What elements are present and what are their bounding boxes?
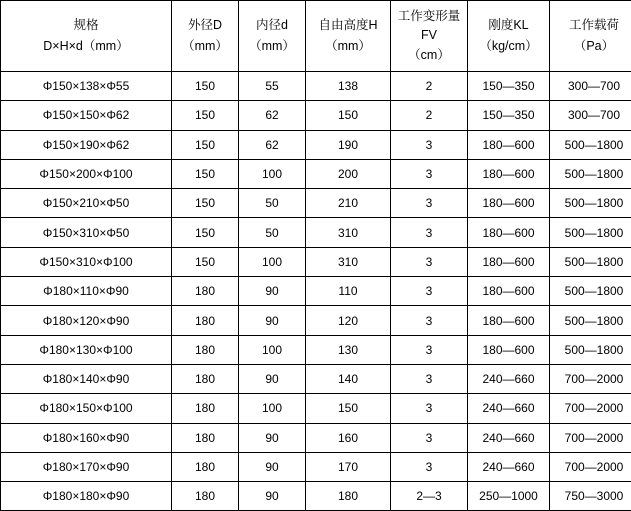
table-row	[1, 130, 631, 159]
column-header-working-deformation-line2: （cm）	[391, 46, 467, 65]
table-row	[1, 306, 631, 335]
table-row	[1, 189, 631, 218]
cell-inner-diameter: 50	[239, 189, 306, 218]
cell-inner-diameter: 90	[239, 452, 306, 481]
cell-working-load: 700—2000	[550, 452, 631, 481]
column-header-inner-diameter	[239, 1, 306, 72]
cell-inner-diameter: 90	[239, 364, 306, 393]
cell-inner-diameter: 90	[239, 423, 306, 452]
cell-stiffness: 180—600	[468, 335, 550, 364]
cell-spec: Φ180×140×Φ90	[1, 364, 172, 393]
cell-stiffness: 180—600	[468, 306, 550, 335]
cell-working-deformation: 3	[391, 277, 468, 306]
column-header-inner-diameter-line2: （mm）	[239, 37, 305, 56]
cell-inner-diameter: 100	[239, 394, 306, 423]
cell-outer-diameter: 150	[172, 189, 239, 218]
table-row	[1, 335, 631, 364]
cell-spec: Φ180×150×Φ100	[1, 394, 172, 423]
cell-outer-diameter: 180	[172, 452, 239, 481]
column-header-spec-line1: 规格	[1, 16, 171, 35]
cell-outer-diameter: 180	[172, 306, 239, 335]
table-row	[1, 218, 631, 247]
cell-stiffness: 240—660	[468, 452, 550, 481]
column-header-working-load-line2: （Pa）	[550, 37, 631, 56]
cell-inner-diameter: 90	[239, 277, 306, 306]
cell-stiffness: 180—600	[468, 159, 550, 188]
cell-spec: Φ150×150×Φ62	[1, 101, 172, 130]
cell-working-deformation: 3	[391, 364, 468, 393]
cell-working-load: 700—2000	[550, 394, 631, 423]
column-header-working-deformation-line1: 工作变形量FV	[391, 7, 467, 45]
cell-working-load: 500—1800	[550, 247, 631, 276]
cell-working-load: 500—1800	[550, 277, 631, 306]
cell-inner-diameter: 90	[239, 306, 306, 335]
cell-outer-diameter: 150	[172, 247, 239, 276]
column-header-stiffness-line2: （kg/cm）	[468, 37, 549, 56]
cell-outer-diameter: 150	[172, 159, 239, 188]
cell-spec: Φ150×310×Φ100	[1, 247, 172, 276]
cell-working-deformation: 2	[391, 72, 468, 101]
cell-stiffness: 180—600	[468, 189, 550, 218]
cell-spec: Φ180×170×Φ90	[1, 452, 172, 481]
cell-stiffness: 240—660	[468, 394, 550, 423]
cell-free-height: 210	[306, 189, 391, 218]
cell-working-load: 500—1800	[550, 189, 631, 218]
cell-free-height: 130	[306, 335, 391, 364]
cell-outer-diameter: 150	[172, 72, 239, 101]
cell-working-load: 500—1800	[550, 335, 631, 364]
table-row	[1, 394, 631, 423]
column-header-outer-diameter	[172, 1, 239, 72]
cell-working-deformation: 3	[391, 247, 468, 276]
cell-outer-diameter: 180	[172, 335, 239, 364]
cell-free-height: 190	[306, 130, 391, 159]
column-header-stiffness-line1: 刚度KL	[468, 16, 549, 35]
column-header-spec	[1, 1, 172, 72]
cell-outer-diameter: 180	[172, 482, 239, 511]
table-row	[1, 101, 631, 130]
cell-stiffness: 250—1000	[468, 482, 550, 511]
cell-working-deformation: 3	[391, 159, 468, 188]
column-header-free-height	[306, 1, 391, 72]
cell-working-load: 750—3000	[550, 482, 631, 511]
cell-working-deformation: 3	[391, 335, 468, 364]
cell-working-load: 300—700	[550, 72, 631, 101]
cell-inner-diameter: 55	[239, 72, 306, 101]
table-row	[1, 482, 631, 511]
cell-outer-diameter: 150	[172, 101, 239, 130]
cell-working-load: 500—1800	[550, 159, 631, 188]
cell-outer-diameter: 180	[172, 394, 239, 423]
cell-inner-diameter: 100	[239, 159, 306, 188]
cell-inner-diameter: 62	[239, 130, 306, 159]
column-header-free-height-line1: 自由高度H	[306, 16, 390, 35]
cell-working-deformation: 3	[391, 189, 468, 218]
cell-spec: Φ180×110×Φ90	[1, 277, 172, 306]
cell-free-height: 310	[306, 247, 391, 276]
table-row	[1, 247, 631, 276]
cell-working-load: 500—1800	[550, 306, 631, 335]
cell-stiffness: 180—600	[468, 277, 550, 306]
table-row	[1, 159, 631, 188]
table-row	[1, 452, 631, 481]
cell-inner-diameter: 100	[239, 247, 306, 276]
cell-free-height: 150	[306, 101, 391, 130]
table-row	[1, 423, 631, 452]
cell-working-deformation: 3	[391, 306, 468, 335]
column-header-spec-line2: D×H×d（mm）	[1, 37, 171, 56]
column-header-working-load	[550, 1, 631, 72]
cell-outer-diameter: 180	[172, 423, 239, 452]
column-header-free-height-line2: （mm）	[306, 37, 390, 56]
cell-spec: Φ150×138×Φ55	[1, 72, 172, 101]
cell-free-height: 180	[306, 482, 391, 511]
cell-outer-diameter: 150	[172, 130, 239, 159]
cell-stiffness: 150—350	[468, 101, 550, 130]
cell-free-height: 310	[306, 218, 391, 247]
header-row	[1, 1, 631, 72]
column-header-stiffness	[468, 1, 550, 72]
cell-spec: Φ180×130×Φ100	[1, 335, 172, 364]
cell-inner-diameter: 62	[239, 101, 306, 130]
column-header-inner-diameter-line1: 内径d	[239, 16, 305, 35]
cell-outer-diameter: 180	[172, 277, 239, 306]
column-header-working-deformation	[391, 1, 468, 72]
cell-spec: Φ150×200×Φ100	[1, 159, 172, 188]
cell-spec: Φ180×160×Φ90	[1, 423, 172, 452]
cell-working-deformation: 3	[391, 452, 468, 481]
column-header-outer-diameter-line1: 外径D	[172, 16, 238, 35]
cell-stiffness: 180—600	[468, 247, 550, 276]
cell-spec: Φ180×120×Φ90	[1, 306, 172, 335]
cell-free-height: 140	[306, 364, 391, 393]
cell-free-height: 200	[306, 159, 391, 188]
cell-working-deformation: 3	[391, 218, 468, 247]
cell-free-height: 120	[306, 306, 391, 335]
table-body	[1, 72, 631, 511]
cell-spec: Φ150×310×Φ50	[1, 218, 172, 247]
cell-free-height: 138	[306, 72, 391, 101]
cell-working-deformation: 3	[391, 130, 468, 159]
cell-working-load: 500—1800	[550, 218, 631, 247]
cell-outer-diameter: 150	[172, 218, 239, 247]
table-row	[1, 277, 631, 306]
column-header-working-load-line1: 工作载荷	[550, 16, 631, 35]
cell-stiffness: 150—350	[468, 72, 550, 101]
cell-spec: Φ150×190×Φ62	[1, 130, 172, 159]
cell-stiffness: 180—600	[468, 218, 550, 247]
cell-inner-diameter: 90	[239, 482, 306, 511]
cell-inner-diameter: 100	[239, 335, 306, 364]
cell-inner-diameter: 50	[239, 218, 306, 247]
cell-spec: Φ180×180×Φ90	[1, 482, 172, 511]
table-row	[1, 72, 631, 101]
cell-stiffness: 180—600	[468, 130, 550, 159]
cell-working-deformation: 3	[391, 394, 468, 423]
cell-stiffness: 240—660	[468, 364, 550, 393]
cell-free-height: 170	[306, 452, 391, 481]
cell-working-deformation: 3	[391, 423, 468, 452]
cell-working-deformation: 2—3	[391, 482, 468, 511]
cell-working-load: 700—2000	[550, 423, 631, 452]
column-header-outer-diameter-line2: （mm）	[172, 37, 238, 56]
cell-working-load: 500—1800	[550, 130, 631, 159]
cell-working-deformation: 2	[391, 101, 468, 130]
cell-working-load: 700—2000	[550, 364, 631, 393]
cell-working-load: 300—700	[550, 101, 631, 130]
cell-stiffness: 240—660	[468, 423, 550, 452]
table-header	[1, 1, 631, 72]
cell-free-height: 110	[306, 277, 391, 306]
cell-spec: Φ150×210×Φ50	[1, 189, 172, 218]
cell-outer-diameter: 180	[172, 364, 239, 393]
cell-free-height: 160	[306, 423, 391, 452]
cell-free-height: 150	[306, 394, 391, 423]
table-row	[1, 364, 631, 393]
